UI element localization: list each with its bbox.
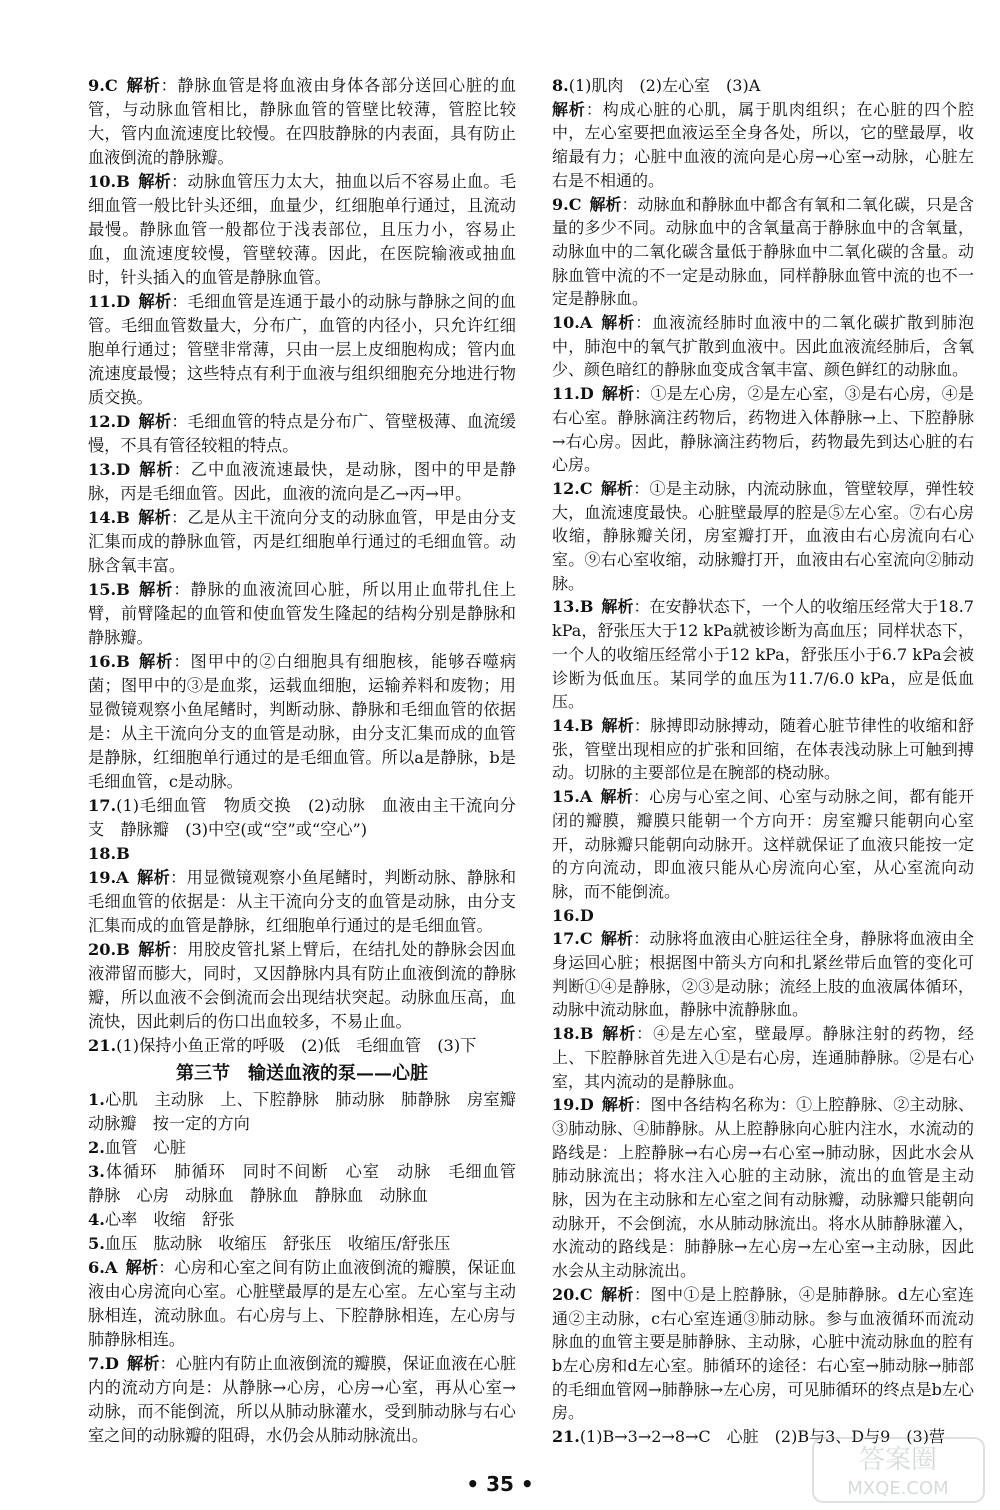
answer-key: 7.D	[88, 1354, 119, 1373]
answer-text: ：图中①是上腔静脉，④是肺静脉。d左心室连通②主动脉，c右心室连通③肺动脉。参与血液循环而流动脉血的血管主要是肺静脉、主动脉，心脏中流动脉血的腔有b左心房和d左心室。肺循环的途径：右心室→肺动脉→肺部的毛细血管网→肺静脉→左心房，可见肺循环的终点是b左心房。	[552, 1284, 974, 1423]
analysis-label: 解析	[601, 1024, 637, 1044]
page-number: • 35 •	[466, 1472, 534, 1496]
section-title: 第三节 输送血液的泵——心脏	[176, 1063, 428, 1084]
analysis-label: 解析	[137, 508, 172, 527]
analysis-label: 解析	[601, 715, 634, 735]
answer-text: 血管 心脏	[104, 1138, 186, 1157]
answer-text: ：动脉血管压力太大，抽血以后不容易止血。毛细血管一般比针头还细，血量少，红细胞单行通过，且流动最慢。静脉血管一般都位于浅表部位，且压力小，容易止血，血流速度较慢，管壁较薄。因此，在医院输液或抽血时，针头插入的血管是静脉血管。	[88, 172, 517, 287]
analysis-label: 解析	[601, 384, 635, 404]
answer-item	[88, 842, 516, 866]
answer-item	[88, 290, 516, 410]
answer-item	[88, 1352, 516, 1448]
watermark-logo	[811, 1436, 986, 1504]
answer-text: ：①是左心房，②是左心室，③是右心房，④是右心室。静脉滴注药物后，药物进入体静脉→上、下腔静脉→右心房。因此，静脉滴注药物后，药物最先到达心脏的右心房。	[552, 384, 974, 475]
answer-key: 17.C	[552, 929, 593, 949]
analysis-label: 解析	[127, 1354, 160, 1373]
analysis-label: 解析	[589, 194, 622, 214]
answer-item	[552, 927, 974, 1022]
answer-item	[88, 506, 516, 578]
answer-key: 21.	[552, 1427, 580, 1447]
answer-text: ：静脉血管是将血液由身体各部分送回心脏的血管，与动脉血管相比，静脉血管的管壁比较薄，管腔比较大，管内血流速度比较慢。在四肢静脉的内表面，具有防止血液倒流的静脉瓣。	[88, 76, 517, 167]
right-column	[552, 74, 974, 1449]
answer-text: ：脉搏即动脉搏动，随着心脏节律性的收缩和舒张，管壁出现相应的扩张和回缩，在体表浅动脉上可触到搏动。切脉的主要部位是在腕部的桡动脉。	[552, 715, 974, 783]
answer-item	[88, 1232, 516, 1256]
answer-text: (1)肌肉 (2)左心室 (3)A	[568, 76, 761, 95]
answer-item	[88, 1088, 533, 1136]
answer-key: 9.C	[552, 194, 582, 214]
answer-text: ：构成心脏的心肌，属于肌肉组织；在心脏的四个腔中，左心室要把血液运至全身各处，所以，它的壁最厚，收缩最有力；心脏中血液的流向是心房→心室→动脉，心脏左右是不相通的。	[552, 99, 974, 190]
answer-key: 9.C	[88, 76, 118, 95]
answer-key: 15.A	[552, 787, 593, 807]
answer-key: 11.D	[552, 384, 594, 404]
answer-item	[88, 1136, 516, 1160]
answer-text: (1)毛细血管 物质交换 (2)动脉 血液由主干流向分支 静脉瓣 (3)中空(或“空”或“空心”)	[88, 796, 516, 839]
answer-text: ：静脉的血液流回心脏，所以用止血带扎住上臂，前臂隆起的血管和使血管发生隆起的结构分别是静脉和静脉瓣。	[88, 580, 517, 647]
answer-item	[88, 170, 516, 290]
answer-text: ：血液流经肺时血液中的二氧化碳扩散到肺泡中，肺泡中的氧气扩散到血液中。因此血液流经肺后，含氧少、颜色暗红的静脉血变成含氧丰富、颜色鲜红的动脉血。	[552, 313, 974, 380]
answer-item	[88, 578, 516, 650]
answer-text: ：心房和心室之间有防止血液倒流的瓣膜，保证血液由心房流向心室。心脏壁最厚的是左心室。左心室与主动脉相连，流动脉血。右心房与上、下腔静脉相连，左心房与肺静脉相连。	[88, 1258, 517, 1349]
analysis-label: 解析	[137, 580, 174, 599]
answer-item	[88, 1256, 516, 1352]
analysis-label: 解析	[600, 478, 634, 498]
answer-key: 20.C	[552, 1284, 593, 1304]
answer-text: ：图甲中的②白细胞具有细胞核，能够吞噬病菌；图甲中的③是血浆，运载血细胞，运输养料和废物；用显微镜观察小鱼尾鳍时，判断动脉、静脉和毛细血管的依据是：从主干流向分支的血管是动脉，由分支汇集而成的血管是静脉，红细胞单行通过的是毛细血管。所以a是静脉，b是毛细血管，c是动脉。	[88, 652, 517, 791]
answer-key: 16.B	[88, 652, 130, 671]
answer-text: 体循环 肺循环 同时不间断 心室 动脉 毛细血管 静脉 心房 动脉血 静脉血 静脉血 动脉血	[88, 1162, 533, 1205]
answer-text: ：乙中血液流速最快，是动脉，图中的甲是静脉，丙是毛细血管。因此，血液的流向是乙→丙→甲。	[88, 460, 517, 503]
answer-key: 20.B	[88, 940, 130, 959]
analysis-label: 解析	[600, 787, 633, 807]
answer-item	[88, 410, 516, 458]
answer-key: 12.C	[552, 478, 593, 498]
answer-key: 13.B	[552, 597, 594, 617]
answer-key: 3.	[88, 1162, 105, 1181]
answer-key: 5.	[88, 1234, 105, 1253]
answer-key: 8.	[552, 76, 569, 95]
answer-item	[552, 74, 974, 98]
answer-key: 15.B	[88, 580, 130, 599]
answer-key: 16.D	[552, 905, 594, 925]
answer-item	[552, 1283, 974, 1425]
analysis-label: 解析	[552, 99, 586, 119]
answer-text: ：乙是从主干流向分支的动脉血管，甲是由分支汇集而成的静脉血管，丙是红细胞单行通过的毛细血管。动脉含氧丰富。	[88, 508, 517, 575]
answer-text: ：①是主动脉，内流动脉血，管壁较厚，弹性较大，血流速度最快。心脏壁最厚的腔是⑤左心室。⑦右心房收缩，静脉瓣关闭，房室瓣打开，血液由右心房流向右心室。⑨右心室收缩，动脉瓣打开，血液由右心室流向②肺动脉。	[552, 478, 974, 593]
answer-item	[88, 458, 516, 506]
answer-text: ：毛细血管的特点是分布广、管壁极薄、血流缓慢，不具有管径较粗的特点。	[88, 412, 516, 455]
answer-item	[88, 1160, 533, 1208]
answer-item	[88, 938, 516, 1034]
answer-item	[552, 1022, 974, 1093]
analysis-label: 解析	[125, 76, 161, 95]
answer-key: 2.	[88, 1138, 105, 1157]
answer-item	[552, 98, 974, 193]
analysis-label: 解析	[125, 1258, 159, 1277]
analysis-label: 解析	[600, 929, 634, 949]
answer-key: 4.	[88, 1210, 105, 1229]
analysis-label: 解析	[137, 940, 172, 959]
analysis-label: 解析	[600, 313, 636, 333]
answer-key: 18.B	[552, 1024, 594, 1044]
answer-key: 14.B	[88, 508, 130, 527]
answer-item	[88, 1034, 516, 1058]
answer-key: 6.A	[88, 1258, 118, 1277]
answer-item	[88, 794, 516, 842]
answer-text: (1)B→3→2→8→C 心脏 (2)B与3、D与9 (3)营	[579, 1427, 945, 1447]
analysis-label: 解析	[138, 412, 172, 431]
analysis-label: 解析	[601, 597, 634, 617]
answer-key: 13.D	[88, 460, 131, 479]
answer-key: 19.A	[88, 868, 129, 887]
answer-item	[552, 714, 974, 785]
answer-text: ：心房与心室之间、心室与动脉之间，都有能开闭的瓣膜，瓣膜只能朝一个方向开：房室瓣只能朝向心室开，动脉瓣只能朝向动脉开。这样就保证了血液只能按一定的方向流动，即血液只能从心房流向心室，从心室流向动脉，而不能倒流。	[552, 787, 974, 901]
analysis-label: 解析	[137, 172, 172, 191]
answer-key: 10.B	[88, 172, 130, 191]
answer-text: (1)保持小鱼正常的呼吸 (2)低 毛细血管 (3)下	[116, 1036, 477, 1055]
answer-text: ：图中各结构名称为：①上腔静脉、②主动脉、③肺动脉、④肺静脉。从上腔静脉向心脏内注水，水流动的路线是：上腔静脉→右心房→右心室→肺动脉，因此水会从肺动脉流出；将水注入心脏的主动脉，流出的血管是主动脉，因为在主动脉和左心室之间有动脉瓣，动脉瓣只能朝向动脉开，不会倒流，水从肺动脉流出。将水从肺静脉灌入，水流动的路线是：肺静脉→左心房→左心室→主动脉，因此水会从主动脉流出。	[552, 1095, 974, 1281]
answer-key: 12.D	[88, 412, 131, 431]
answer-item	[88, 866, 516, 938]
answer-item	[552, 193, 974, 312]
answer-text: ：用胶皮管扎紧上臂后，在结扎处的静脉会因血液滞留而膨大，同时，又因静脉内具有防止血液倒流的静脉瓣，所以血液不会倒流而会出现结状突起。动脉血压高，血流快，因此刺后的伤口出血较多，不易止血。	[88, 940, 517, 1031]
analysis-label: 解析	[601, 1095, 635, 1115]
answer-key: 10.A	[552, 313, 593, 333]
answer-text: ：毛细血管是连通于最小的动脉与静脉之间的血管。毛细血管数量大，分布广，血管的内径小，只允许红细胞单行通过；管壁非常薄，只由一层上皮细胞构成；管内血流速度最慢；这些特点有利于血液与组织细胞充分地进行物质交换。	[88, 292, 516, 407]
answer-key: 19.D	[552, 1095, 594, 1115]
analysis-label: 解析	[137, 652, 174, 671]
answer-item	[552, 785, 974, 904]
answer-key: 17.	[88, 796, 117, 815]
answer-item	[552, 1093, 974, 1283]
svg-text:MXQE.COM: MXQE.COM	[847, 1478, 949, 1499]
answer-text: ：用显微镜观察小鱼尾鳍时，判断动脉、静脉和毛细血管的依据是：从主干流向分支的血管是动脉，由分支汇集而成的血管是静脉，红细胞单行通过的是毛细血管。	[88, 868, 517, 935]
answer-text: 心率 收缩 舒张	[104, 1210, 235, 1229]
answer-item	[88, 74, 516, 170]
analysis-label: 解析	[600, 1284, 635, 1304]
answer-item	[552, 904, 974, 928]
answer-key: 11.D	[88, 292, 131, 311]
svg-text:答案圈: 答案圈	[858, 1445, 938, 1475]
answer-item	[88, 650, 516, 794]
analysis-label: 解析	[138, 460, 174, 479]
analysis-label: 解析	[138, 292, 172, 311]
answer-key: 14.B	[552, 715, 594, 735]
answer-text: ：动脉血和静脉血中都含有氧和二氧化碳，只是含量的多少不同。动脉血中的含氧量高于静脉血中的含氧量，动脉血中的二氧化碳含量低于静脉血中二氧化碳的含量。动脉血管中流的不一定是动脉血，同样静脉血管中流的也不一定是静脉血。	[552, 194, 974, 309]
answer-key: 1.	[88, 1090, 105, 1109]
answer-item	[88, 1208, 516, 1232]
answer-key: 18.B	[88, 844, 130, 863]
answer-text: ：心脏内有防止血液倒流的瓣膜，保证血液在心脏内的流动方向是：从静脉→心房，心房→心室，再从心室→动脉，而不能倒流，所以从肺动脉灌水，受到肺动脉与右心室之间的动脉瓣的阻碍，水仍会从肺动脉流出。	[88, 1354, 517, 1445]
answer-key: 21.	[88, 1036, 117, 1055]
answer-text: 血压 肱动脉 收缩压 舒张压 收缩压/舒张压	[104, 1234, 451, 1253]
answer-item	[552, 595, 974, 714]
answer-item	[552, 311, 974, 382]
answer-text: 心肌 主动脉 上、下腔静脉 肺动脉 肺静脉 房室瓣 动脉瓣 按一定的方向	[88, 1090, 533, 1133]
analysis-label: 解析	[136, 868, 171, 887]
answer-item	[552, 477, 974, 596]
answer-text: ：动脉将血液由心脏运往全身，静脉将血液由全身运回心脏；根据图中箭头方向和扎紧丝带后血管的变化可判断①④是静脉，②③是动脉；流经上肢的血液属体循环，动脉中流动脉血，静脉中流静脉血。	[552, 929, 974, 1020]
left-column	[88, 74, 533, 1448]
answer-text: ：④是左心室，壁最厚。静脉注射的药物，经上、下腔静脉首先进入①是右心房，连通肺静脉。②是右心室，其内流动的是静脉血。	[552, 1024, 974, 1091]
answer-item	[552, 382, 974, 477]
answer-text: ：在安静状态下，一个人的收缩压经常大于18.7 kPa，舒张压大于12 kPa就被诊断为高血压；同样状态下，一个人的收缩压经常小于12 kPa，舒张压小于6.7 kPa会被诊断为低血压。某同学的血压为11.7/6.0 kPa，应是低血压。	[552, 597, 974, 712]
